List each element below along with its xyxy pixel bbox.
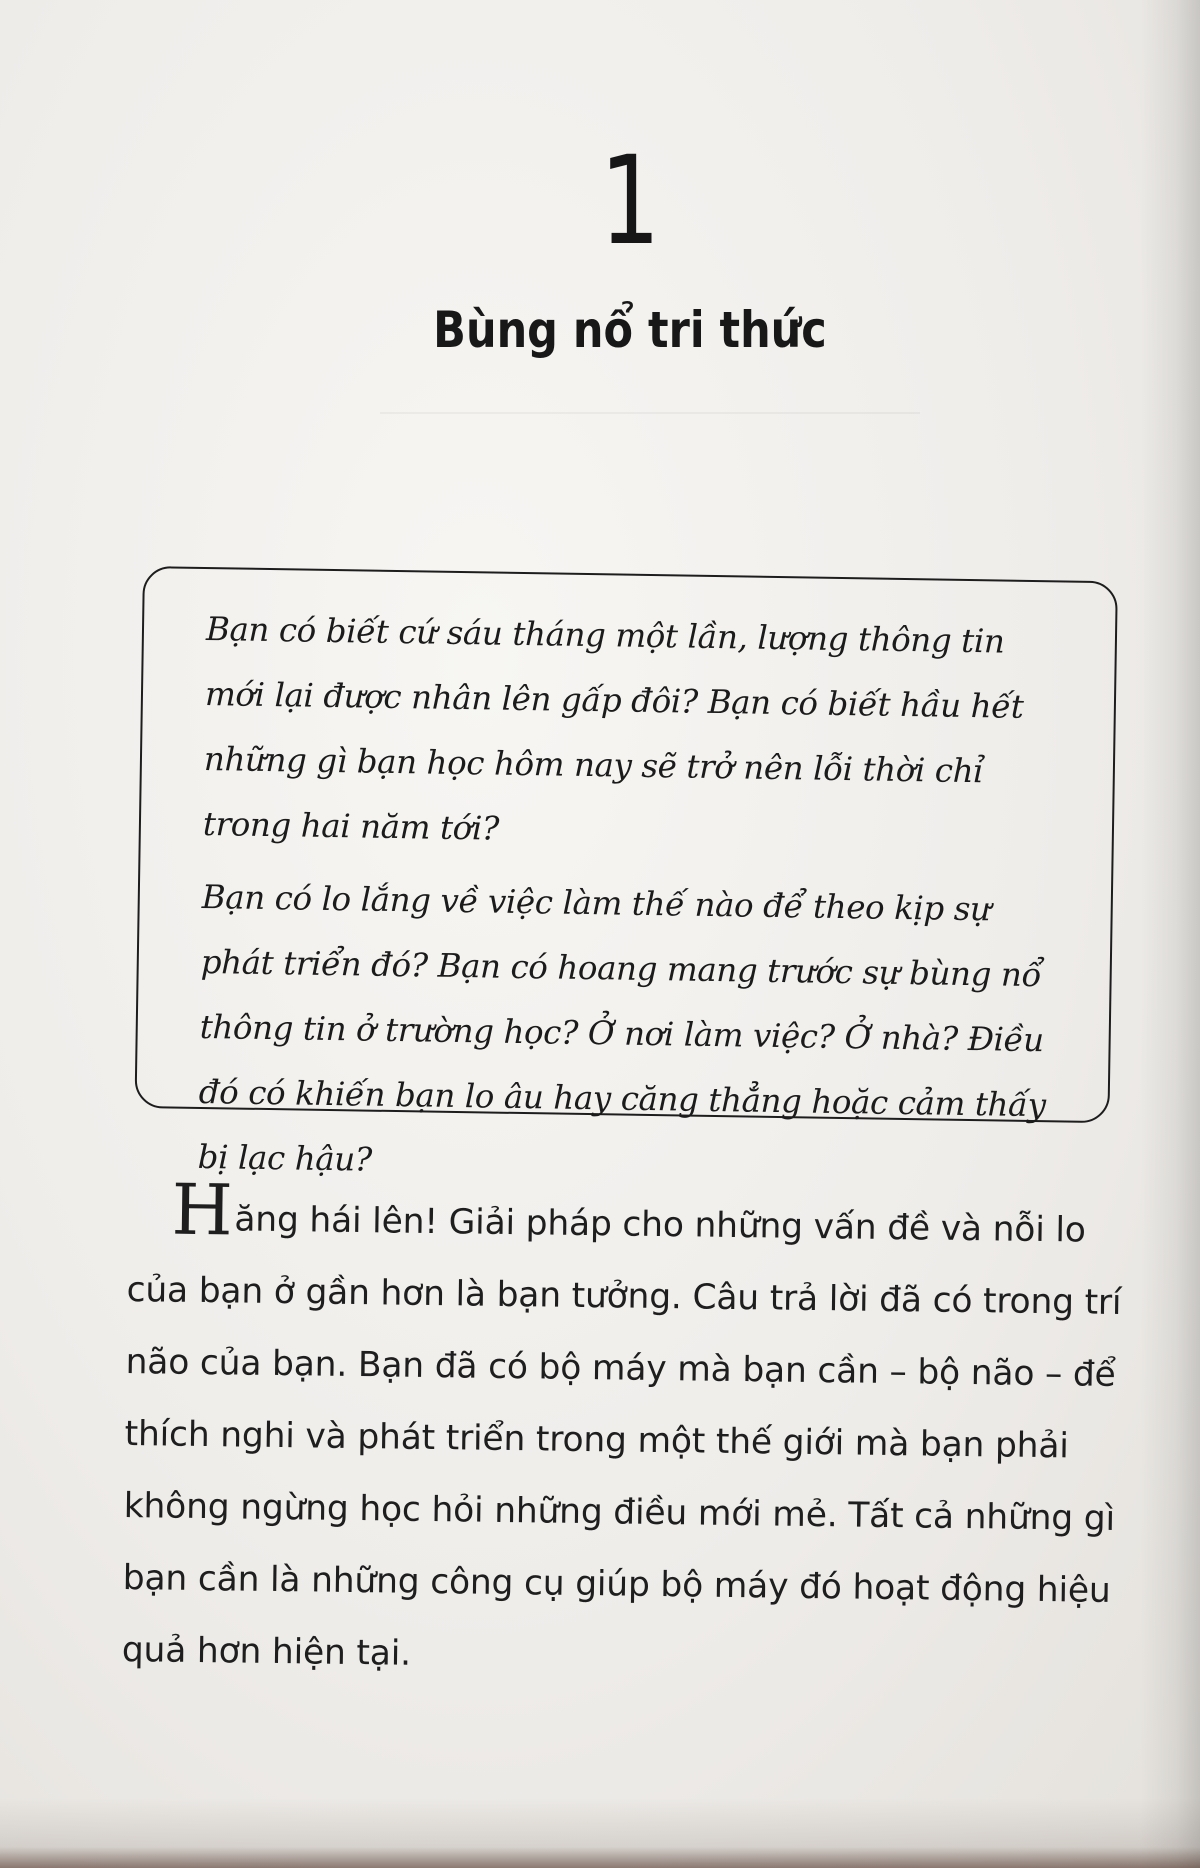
- body-paragraph: [121, 1168, 1143, 1699]
- drop-cap: H: [171, 1168, 234, 1252]
- callout-paragraph-1: Bạn có biết cứ sáu tháng một lần, lượng thông tin mới lại được nhân lên gấp đôi? Bạn có biết hầu hết những gì bạn học hôm nay sẽ trở nên lỗi thời chỉ trong hai năm tới?: [202, 609, 1024, 848]
- title-divider: [380, 412, 920, 414]
- intro-callout-box: [134, 566, 1117, 1179]
- callout-paragraph-2: Bạn có lo lắng về việc làm thế nào để theo kịp sự phát triển đó? Bạn có hoang mang trước sự bùng nổ thông tin ở trường học? Ở nơi làm việc? Ở nhà? Điều đó có khiến bạn lo âu hay căng thẳng hoặc cảm thấy bị lạc hậu?: [197, 877, 1046, 1179]
- chapter-number: 1: [599, 130, 661, 272]
- body-paragraph-text: ăng hái lên! Giải pháp cho những vấn đề và nỗi lo của bạn ở gần hơn là bạn tưởng. Câu trả lời đã có trong trí não của bạn. Bạn đã có bộ máy mà bạn cần – bộ não – để thích nghi và phát triển trong một thế giới mà bạn phải không ngừng học hỏi những điều mới mẻ. Tất cả những gì bạn cần là những công cụ giúp bộ máy đó hoạt động hiệu quả hơn hiện tại.: [121, 1199, 1122, 1674]
- page-edge-shadow: [1140, 0, 1200, 1868]
- chapter-title: Bùng nổ tri thức: [433, 301, 827, 359]
- page-bottom-shadow: [0, 1798, 1200, 1868]
